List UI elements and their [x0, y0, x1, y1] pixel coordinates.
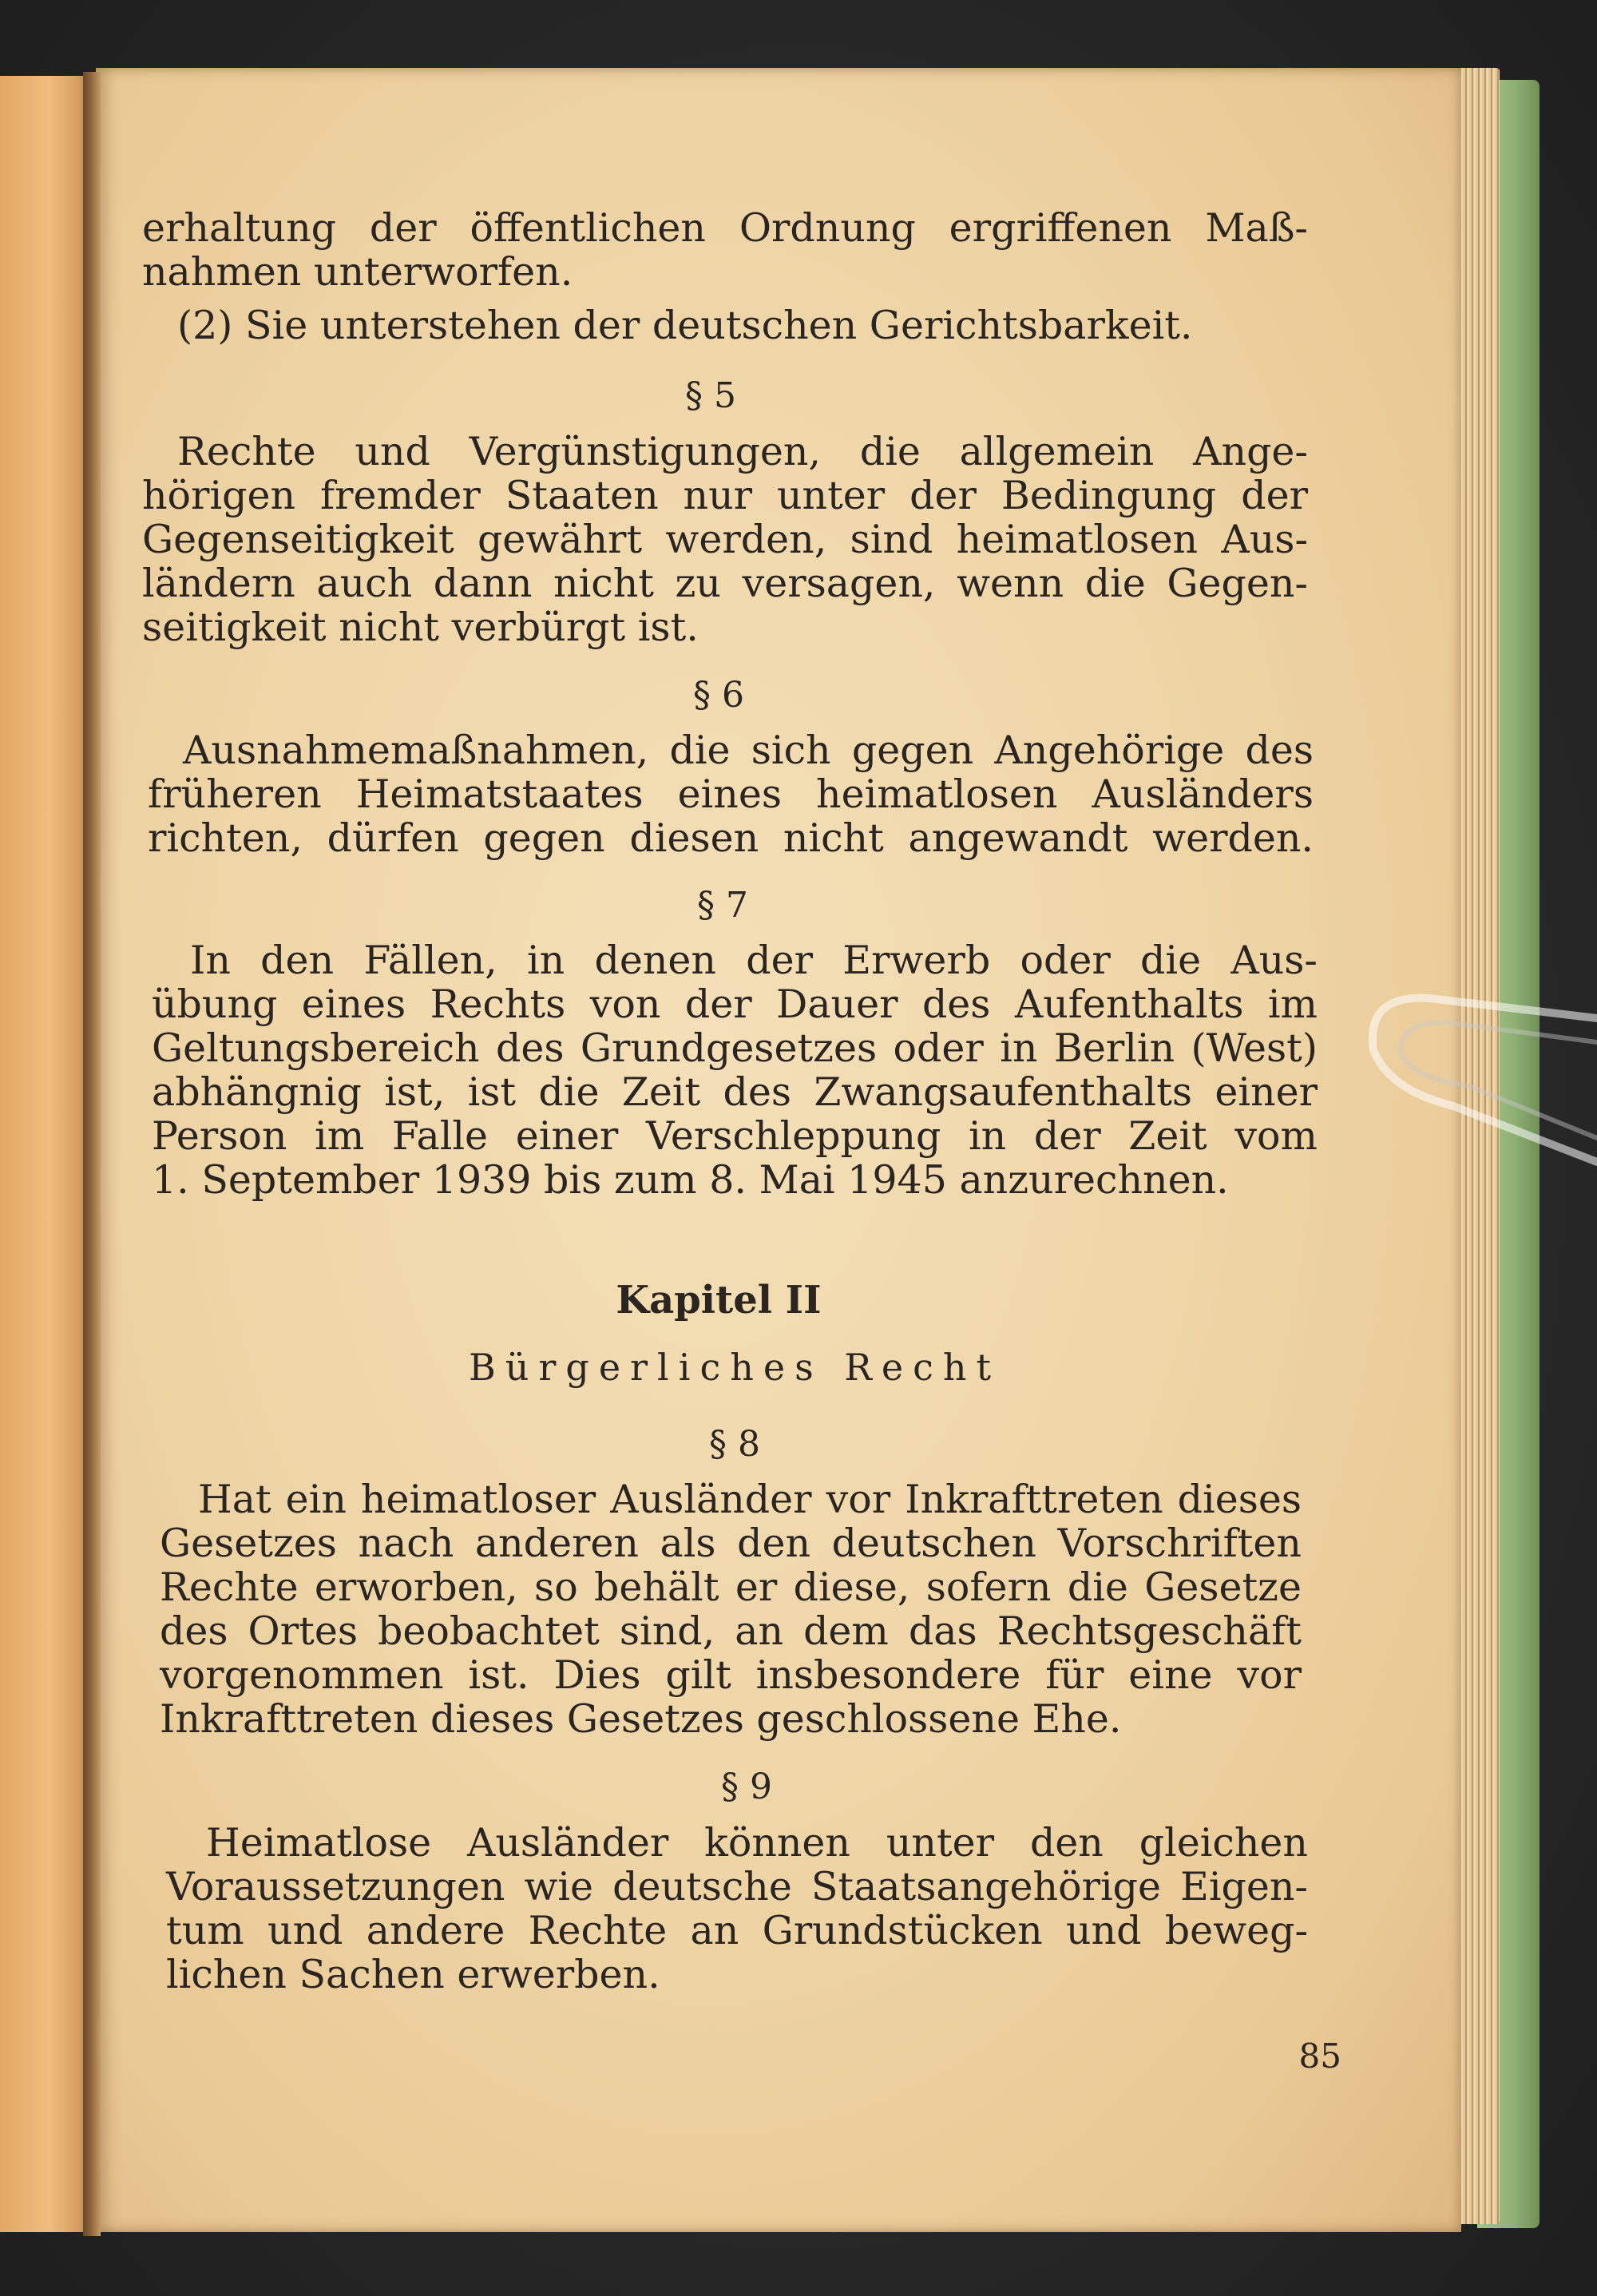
section-heading: § 7: [697, 885, 748, 926]
section-7-paragraph: [152, 938, 1318, 1202]
intro-paragraph-2: [177, 303, 1215, 347]
section-heading: § 9: [721, 1767, 772, 1807]
paragraph-line: Heimatlose Ausländer können unter den gleichen: [206, 1820, 1308, 1866]
paragraph-line: früheren Heimatstaates eines heimatlosen Ausländers: [148, 771, 1314, 817]
paragraph-line: Inkrafttreten dieses Gesetzes geschlossene Ehe.: [160, 1696, 1122, 1742]
paragraph-line: ländern auch dann nicht zu versagen, wenn die Gegen-: [142, 561, 1308, 606]
paragraph-line: Hat ein heimatloser Ausländer vor Inkrafttreten dieses: [198, 1477, 1302, 1522]
paragraph-line: Gegenseitigkeit gewährt werden, sind heimatlosen Aus-: [142, 517, 1308, 562]
paragraph-line: Voraussetzungen wie deutsche Staatsangehörige Eigen-: [166, 1864, 1308, 1909]
section-8-paragraph: [160, 1477, 1302, 1741]
intro-line: nahmen unterworfen.: [142, 249, 573, 295]
paragraph-line: abhängnig ist, ist die Zeit des Zwangsaufenthalts einer: [152, 1069, 1318, 1115]
paragraph-line: tum und andere Rechte an Grundstücken und beweg-: [166, 1908, 1308, 1953]
section-9-paragraph: [166, 1821, 1308, 1997]
paragraph-line: vorgenommen ist. Dies gilt insbesondere für eine vor: [160, 1652, 1302, 1698]
section-heading: § 5: [685, 375, 736, 416]
intro-line: erhaltung der öffentlichen Ordnung ergriffenen Maß-: [142, 205, 1308, 251]
paragraph-line: Geltungsbereich des Grundgesetzes oder in Berlin (West): [152, 1025, 1318, 1071]
section-6-paragraph: [148, 728, 1314, 860]
paper-clip: [1357, 986, 1597, 1170]
section-heading: § 6: [693, 675, 744, 716]
paragraph-line: des Ortes beobachtet sind, an dem das Rechtsgeschäft: [160, 1608, 1302, 1654]
paragraph-line: seitigkeit nicht verbürgt ist.: [142, 605, 699, 650]
book-gutter: [83, 72, 101, 2236]
intro-line: (2) Sie unterstehen der deutschen Gerichtsbarkeit.: [177, 303, 1193, 348]
paragraph-line: Person im Falle einer Verschleppung in der Zeit vom: [152, 1113, 1318, 1159]
paragraph-line: In den Fällen, in denen der Erwerb oder die Aus-: [190, 938, 1318, 983]
paragraph-line: Rechte erworben, so behält er diese, sofern die Gesetze: [160, 1564, 1302, 1610]
paragraph-line: Gesetzes nach anderen als den deutschen Vorschriften: [160, 1521, 1302, 1566]
chapter-subtitle: Bürgerliches Recht: [468, 1346, 1001, 1389]
section-heading: § 8: [709, 1424, 760, 1465]
intro-paragraph: [142, 206, 1308, 294]
chapter-title: Kapitel II: [616, 1278, 822, 1322]
paragraph-line: Ausnahmemaßnahmen, die sich gegen Angehörige des: [183, 728, 1314, 773]
page-number: 85: [1298, 2036, 1341, 2076]
paragraph-line: übung eines Rechts von der Dauer des Aufenthalts im: [152, 981, 1318, 1027]
paragraph-line: richten, dürfen gegen diesen nicht angewandt werden.: [148, 815, 1314, 861]
previous-page-edge: [0, 76, 89, 2232]
paragraph-line: Rechte und Vergünstigungen, die allgemein Ange-: [177, 429, 1308, 474]
paragraph-line: lichen Sachen erwerben.: [166, 1952, 660, 1997]
section-5-paragraph: [142, 430, 1308, 649]
paragraph-line: hörigen fremder Staaten nur unter der Bedingung der: [142, 473, 1308, 518]
paragraph-line: 1. September 1939 bis zum 8. Mai 1945 anzurechnen.: [152, 1157, 1229, 1203]
